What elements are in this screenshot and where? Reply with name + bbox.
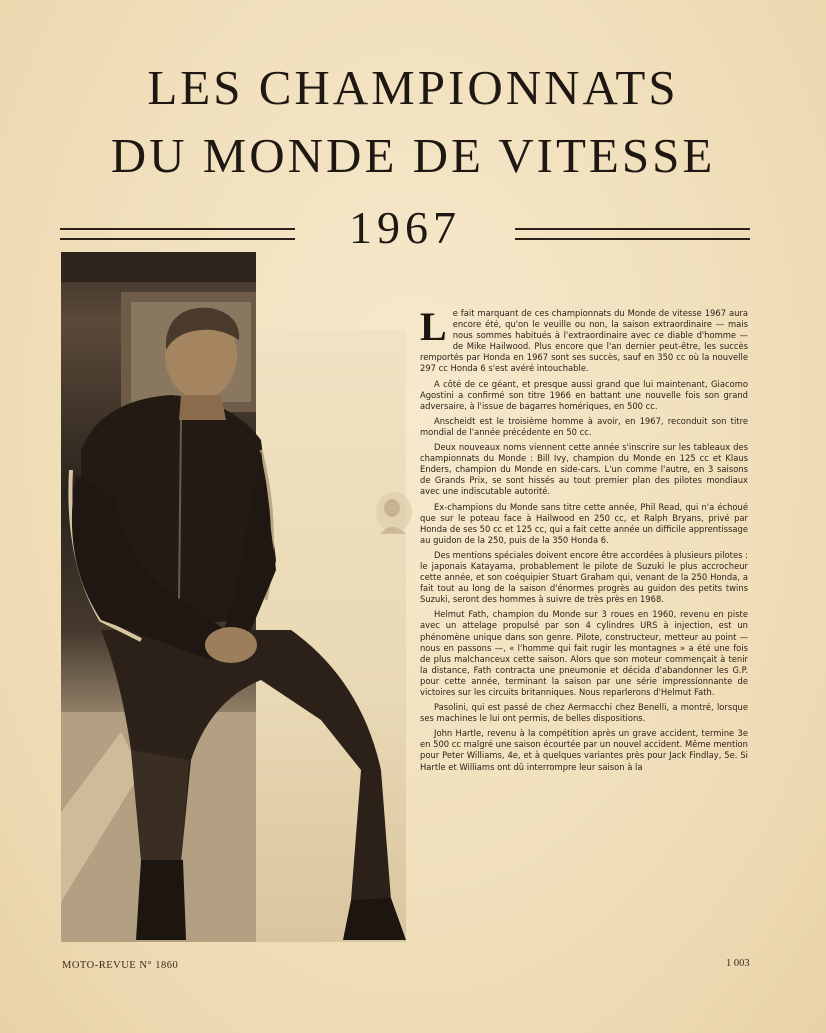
paragraph-6: Des mentions spéciales doivent encore être accordées à plusieurs pilotes : le japonais Katayama, probablement le pilote de Suzuki le plus accrocheur cette année, et son coéquipier Stuart Graham qui, venant de la 250 Honda, a fait tout au long de la saison d'énormes progrès au guidon des petits twins Suzuki, seront des hommes à suivre de très près en 1968. (420, 549, 748, 605)
paragraph-1 (420, 304, 748, 375)
archive-stamp-portrait (372, 490, 416, 538)
paragraph-7: Helmut Fath, champion du Monde sur 3 roues en 1960, revenu en piste avec un attelage propulsé par son 4 cylindres URS à injection, est un phénomène unique dans son genre. Pilote, constructeur, metteur au point — nous en passons —, « l'homme qui fait rugir les montagnes » a été une fois de plus malchanceux cette saison. Alors que son moteur commençait à tenir la distance, Fath contracta une pneumonie et décida d'abandonner les G.P. pour cette année, terminant la saison par une série impressionnante de victoires sur les circuits britanniques. Nous reparlerons d'Helmut Fath. (420, 609, 748, 697)
paragraph-9: John Hartle, revenu à la compétition après un grave accident, termine 3e en 500 cc malgré une saison écourtée par un nouvel accident. Même mention pour Peter Williams, 4e, et à quelques variantes près pour Jack Findlay, 5e. Si Hartle et Williams ont dû interrompre leur saison à la (420, 728, 748, 772)
headline-line-2: DU MONDE DE VITESSE (110, 128, 716, 183)
drop-cap: L (420, 304, 447, 349)
headline-year: 1967 (349, 202, 461, 253)
right-rule (515, 228, 750, 240)
paragraph-5: Ex-champions du Monde sans titre cette année, Phil Read, qui n'a échoué que sur le poteau face à Hailwood en 250 cc, et Ralph Bryans, privé par Honda de ses 50 cc et 125 cc, qui a fait cette année un difficile apprentissage au guidon de la 250, puis de la 350 Honda 6. (420, 501, 748, 545)
headline-line-1: LES CHAMPIONNATS (147, 60, 679, 115)
paragraph-4: Deux nouveaux noms viennent cette année s'inscrire sur les tableaux des championnats du Monde : Bill Ivy, champion du Monde en 125 cc et Klaus Enders, champion du Monde en side-cars. L'un comme l'autre, en 3 saisons de Grands Prix, se sont hissés au tout premier plan des pilotes mondiaux avec une indiscutable autorité. (420, 442, 748, 497)
page-number: 1 003 (726, 958, 750, 969)
paragraph-3: Anscheidt est le troisième homme à avoir, en 1967, reconduit son titre mondial de l'année précédente en 50 cc. (420, 415, 748, 437)
paragraph-8: Pasolini, qui est passé de chez Aermacchi chez Benelli, a montré, lorsque ses machines le lui ont permis, de belles dispositions. (420, 702, 748, 724)
paragraph-2: A côté de ce géant, et presque aussi grand que lui maintenant, Giacomo Agostini a confirmé son titre 1966 en battant une nouvelle fois son grand adversaire, à l'issue de bagarres homériques, en 500 cc. (420, 378, 748, 411)
rider-portrait-photo (61, 300, 406, 942)
article-body (420, 304, 748, 777)
paragraph-1-text: e fait marquant de ces championnats du Monde de vitesse 1967 aura encore été, qu'on le veuille ou non, la saison extraordinaire — mais nous sommes habitués à l'extraordinaire avec ce diable d'homme — de Mike Hailwood. Plus encore que l'an dernier peut-être, les succès remportés par Honda en 1967 sont ses succès, sauf en 350 cc où la nouvelle 297 cc Honda 6 s'est avéré intouchable. (420, 308, 748, 374)
year-row (60, 200, 750, 260)
magazine-issue-footer: MOTO-REVUE N° 1860 (62, 960, 179, 971)
